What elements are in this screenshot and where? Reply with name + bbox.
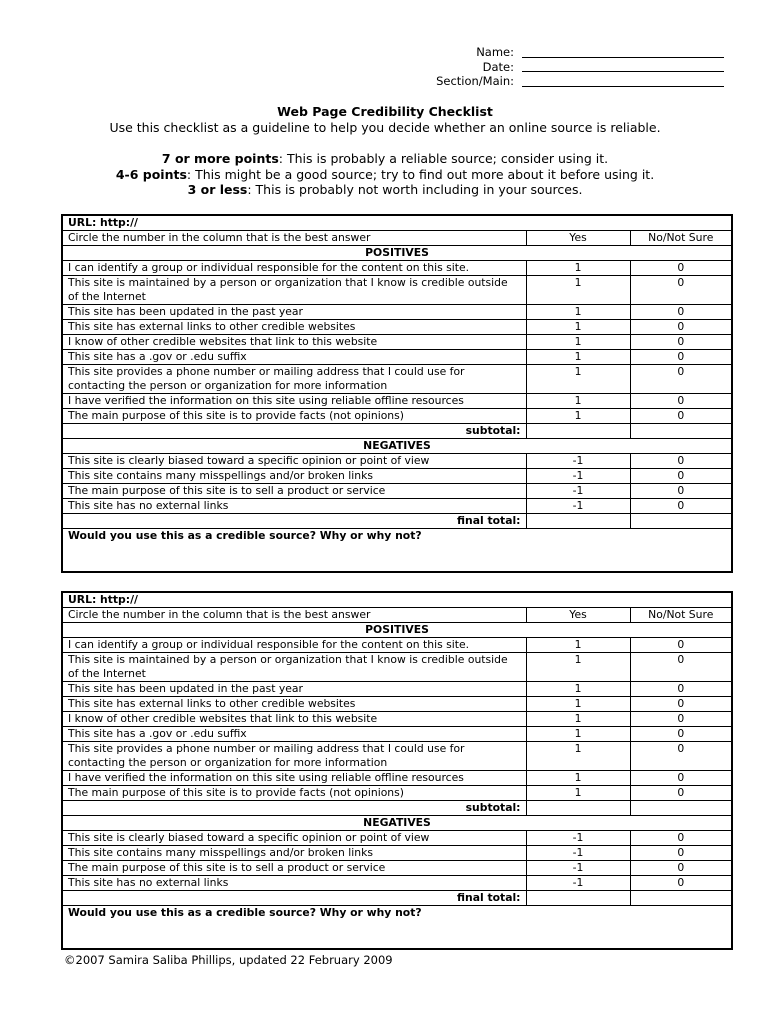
final-total-blank xyxy=(630,514,732,529)
question-row xyxy=(62,529,732,573)
name-row xyxy=(436,45,724,60)
negatives-heading: NEGATIVES xyxy=(62,816,732,831)
criterion-text: I have verified the information on this site using reliable offline resources xyxy=(62,771,526,786)
name-label: Name: xyxy=(476,45,514,59)
table-row xyxy=(62,831,732,846)
yes-score[interactable]: 1 xyxy=(526,261,630,276)
negatives-header-row xyxy=(62,816,732,831)
checklist-table-2 xyxy=(61,591,733,950)
criterion-text: This site has no external links xyxy=(62,876,526,891)
table-row xyxy=(62,861,732,876)
positives-header-row xyxy=(62,623,732,638)
criterion-text: This site contains many misspellings and/or broken links xyxy=(62,469,526,484)
criterion-text: The main purpose of this site is to sell a product or service xyxy=(62,484,526,499)
yes-score[interactable]: 1 xyxy=(526,712,630,727)
subtotal-label: subtotal: xyxy=(62,424,526,439)
yes-score[interactable]: 1 xyxy=(526,638,630,653)
question-row xyxy=(62,906,732,950)
table-row xyxy=(62,276,732,305)
yes-score[interactable]: 1 xyxy=(526,394,630,409)
copyright-footer: ©2007 Samira Saliba Phillips, updated 22 February 2009 xyxy=(64,953,393,967)
table-row xyxy=(62,484,732,499)
criterion-text: This site has been updated in the past year xyxy=(62,305,526,320)
criterion-text: I can identify a group or individual responsible for the content on this site. xyxy=(62,638,526,653)
no-score[interactable]: 0 xyxy=(630,697,732,712)
table-row xyxy=(62,469,732,484)
date-row xyxy=(436,60,724,75)
subtotal-field[interactable] xyxy=(526,801,630,816)
date-label: Date: xyxy=(482,59,514,74)
criterion-text: This site has a .gov or .edu suffix xyxy=(62,727,526,742)
table-row xyxy=(62,742,732,771)
subtotal-row xyxy=(62,801,732,816)
yes-score[interactable]: 1 xyxy=(526,276,630,305)
criterion-text: I have verified the information on this site using reliable offline resources xyxy=(62,394,526,409)
table-row xyxy=(62,499,732,514)
table-row xyxy=(62,876,732,891)
table-row xyxy=(62,786,732,801)
table-row xyxy=(62,409,732,424)
criterion-text: The main purpose of this site is to provide facts (not opinions) xyxy=(62,786,526,801)
table-row xyxy=(62,365,732,394)
negatives-header-row xyxy=(62,439,732,454)
negatives-heading: NEGATIVES xyxy=(62,439,732,454)
student-info-header xyxy=(436,45,724,89)
positives-heading: POSITIVES xyxy=(62,246,732,261)
yes-score[interactable]: 1 xyxy=(526,409,630,424)
no-score[interactable]: 0 xyxy=(630,499,732,514)
yes-score[interactable]: -1 xyxy=(526,499,630,514)
table-row xyxy=(62,454,732,469)
yes-score[interactable]: 1 xyxy=(526,320,630,335)
no-score[interactable]: 0 xyxy=(630,727,732,742)
yes-score[interactable]: 1 xyxy=(526,350,630,365)
criterion-text: This site has a .gov or .edu suffix xyxy=(62,350,526,365)
table-row xyxy=(62,712,732,727)
positives-header-row xyxy=(62,246,732,261)
final-total-label: final total: xyxy=(62,514,526,529)
criterion-text: The main purpose of this site is to sell a product or service xyxy=(62,861,526,876)
scoring-text: : This is probably not worth including in your sources. xyxy=(247,182,583,197)
no-score[interactable]: 0 xyxy=(630,484,732,499)
no-score[interactable]: 0 xyxy=(630,365,732,394)
no-score[interactable]: 0 xyxy=(630,261,732,276)
no-score[interactable]: 0 xyxy=(630,846,732,861)
table-row xyxy=(62,727,732,742)
yes-score[interactable]: 1 xyxy=(526,653,630,682)
yes-score[interactable]: -1 xyxy=(526,469,630,484)
yes-score[interactable]: 1 xyxy=(526,305,630,320)
table-row xyxy=(62,653,732,682)
yes-score[interactable]: -1 xyxy=(526,831,630,846)
no-score[interactable]: 0 xyxy=(630,742,732,771)
yes-score[interactable]: -1 xyxy=(526,846,630,861)
table-row xyxy=(62,394,732,409)
no-score[interactable]: 0 xyxy=(630,409,732,424)
table-row xyxy=(62,682,732,697)
criterion-text: This site has external links to other credible websites xyxy=(62,320,526,335)
positives-heading: POSITIVES xyxy=(62,623,732,638)
no-score[interactable]: 0 xyxy=(630,771,732,786)
no-score[interactable]: 0 xyxy=(630,786,732,801)
no-score[interactable]: 0 xyxy=(630,653,732,682)
no-column-header: No/Not Sure xyxy=(630,231,732,246)
scoring-line xyxy=(0,167,770,183)
instruction-text: Circle the number in the column that is the best answer xyxy=(62,231,526,246)
criterion-text: I can identify a group or individual responsible for the content on this site. xyxy=(62,261,526,276)
credibility-question[interactable]: Would you use this as a credible source? Why or why not? xyxy=(62,906,732,950)
criterion-text: I know of other credible websites that link to this website xyxy=(62,712,526,727)
criterion-text: This site provides a phone number or mailing address that I could use for contacting the person or organization for more information xyxy=(62,742,526,771)
name-blank[interactable] xyxy=(522,46,724,58)
no-score[interactable]: 0 xyxy=(630,876,732,891)
no-score[interactable]: 0 xyxy=(630,276,732,305)
yes-column-header: Yes xyxy=(526,231,630,246)
criterion-text: The main purpose of this site is to provide facts (not opinions) xyxy=(62,409,526,424)
yes-score[interactable]: 1 xyxy=(526,771,630,786)
subtotal-blank xyxy=(630,424,732,439)
table-row xyxy=(62,320,732,335)
subtotal-label: subtotal: xyxy=(62,801,526,816)
page-subtitle: Use this checklist as a guideline to help you decide whether an online source is reliable. xyxy=(109,120,661,135)
criterion-text: This site is maintained by a person or organization that I know is credible outside of the Internet xyxy=(62,653,526,682)
yes-score[interactable]: 1 xyxy=(526,786,630,801)
final-total-field[interactable] xyxy=(526,514,630,529)
yes-score[interactable]: -1 xyxy=(526,861,630,876)
yes-score[interactable]: -1 xyxy=(526,484,630,499)
table-row xyxy=(62,638,732,653)
url-row xyxy=(62,592,732,608)
no-column-header: No/Not Sure xyxy=(630,608,732,623)
yes-score[interactable]: 1 xyxy=(526,365,630,394)
yes-score[interactable]: -1 xyxy=(526,454,630,469)
criterion-text: I know of other credible websites that link to this website xyxy=(62,335,526,350)
page-title: Web Page Credibility Checklist xyxy=(277,104,493,119)
criterion-text: This site has been updated in the past year xyxy=(62,682,526,697)
no-score[interactable]: 0 xyxy=(630,350,732,365)
final-total-label: final total: xyxy=(62,891,526,906)
subtotal-blank xyxy=(630,801,732,816)
criterion-text: This site contains many misspellings and/or broken links xyxy=(62,846,526,861)
final-total-row xyxy=(62,514,732,529)
criterion-text: This site has no external links xyxy=(62,499,526,514)
scoring-line xyxy=(0,182,770,198)
url-label: URL: http:// xyxy=(62,592,732,608)
no-score[interactable]: 0 xyxy=(630,454,732,469)
criterion-text: This site has external links to other credible websites xyxy=(62,697,526,712)
credibility-question[interactable]: Would you use this as a credible source? Why or why not? xyxy=(62,529,732,573)
criterion-text: This site provides a phone number or mailing address that I could use for contacting the person or organization for more information xyxy=(62,365,526,394)
table-row xyxy=(62,771,732,786)
no-score[interactable]: 0 xyxy=(630,469,732,484)
scoring-guide xyxy=(0,151,770,198)
no-score[interactable]: 0 xyxy=(630,320,732,335)
yes-score[interactable]: 1 xyxy=(526,682,630,697)
instruction-text: Circle the number in the column that is the best answer xyxy=(62,608,526,623)
no-score[interactable]: 0 xyxy=(630,638,732,653)
table-row xyxy=(62,697,732,712)
yes-column-header: Yes xyxy=(526,608,630,623)
final-total-field[interactable] xyxy=(526,891,630,906)
title-block xyxy=(0,104,770,198)
table-row xyxy=(62,335,732,350)
scoring-points: 7 or more points xyxy=(161,151,279,166)
column-header-row xyxy=(62,231,732,246)
url-label: URL: http:// xyxy=(62,215,732,231)
criterion-text: This site is clearly biased toward a specific opinion or point of view xyxy=(62,831,526,846)
final-total-blank xyxy=(630,891,732,906)
scoring-text: : This is probably a reliable source; consider using it. xyxy=(278,151,609,166)
no-score[interactable]: 0 xyxy=(630,305,732,320)
section-label: Section/Main: xyxy=(436,74,514,88)
date-blank[interactable] xyxy=(522,60,724,72)
final-total-row xyxy=(62,891,732,906)
table-row xyxy=(62,261,732,276)
yes-score[interactable]: 1 xyxy=(526,727,630,742)
no-score[interactable]: 0 xyxy=(630,712,732,727)
no-score[interactable]: 0 xyxy=(630,831,732,846)
yes-score[interactable]: 1 xyxy=(526,697,630,712)
table-row xyxy=(62,846,732,861)
subtotal-row xyxy=(62,424,732,439)
criterion-text: This site is maintained by a person or organization that I know is credible outside of the Internet xyxy=(62,276,526,305)
no-score[interactable]: 0 xyxy=(630,682,732,697)
no-score[interactable]: 0 xyxy=(630,335,732,350)
yes-score[interactable]: 1 xyxy=(526,335,630,350)
url-row xyxy=(62,215,732,231)
column-header-row xyxy=(62,608,732,623)
yes-score[interactable]: 1 xyxy=(526,742,630,771)
section-row xyxy=(436,74,724,89)
table-row xyxy=(62,350,732,365)
yes-score[interactable]: -1 xyxy=(526,876,630,891)
scoring-line xyxy=(0,151,770,167)
subtotal-field[interactable] xyxy=(526,424,630,439)
checklist-table-1 xyxy=(61,214,733,573)
table-row xyxy=(62,305,732,320)
scoring-points: 4-6 points xyxy=(115,166,187,182)
scoring-points: 3 or less xyxy=(187,182,248,197)
scoring-text: : This might be a good source; try to find out more about it before using it. xyxy=(186,166,655,182)
no-score[interactable]: 0 xyxy=(630,394,732,409)
section-blank[interactable] xyxy=(522,75,724,87)
no-score[interactable]: 0 xyxy=(630,861,732,876)
criterion-text: This site is clearly biased toward a specific opinion or point of view xyxy=(62,454,526,469)
